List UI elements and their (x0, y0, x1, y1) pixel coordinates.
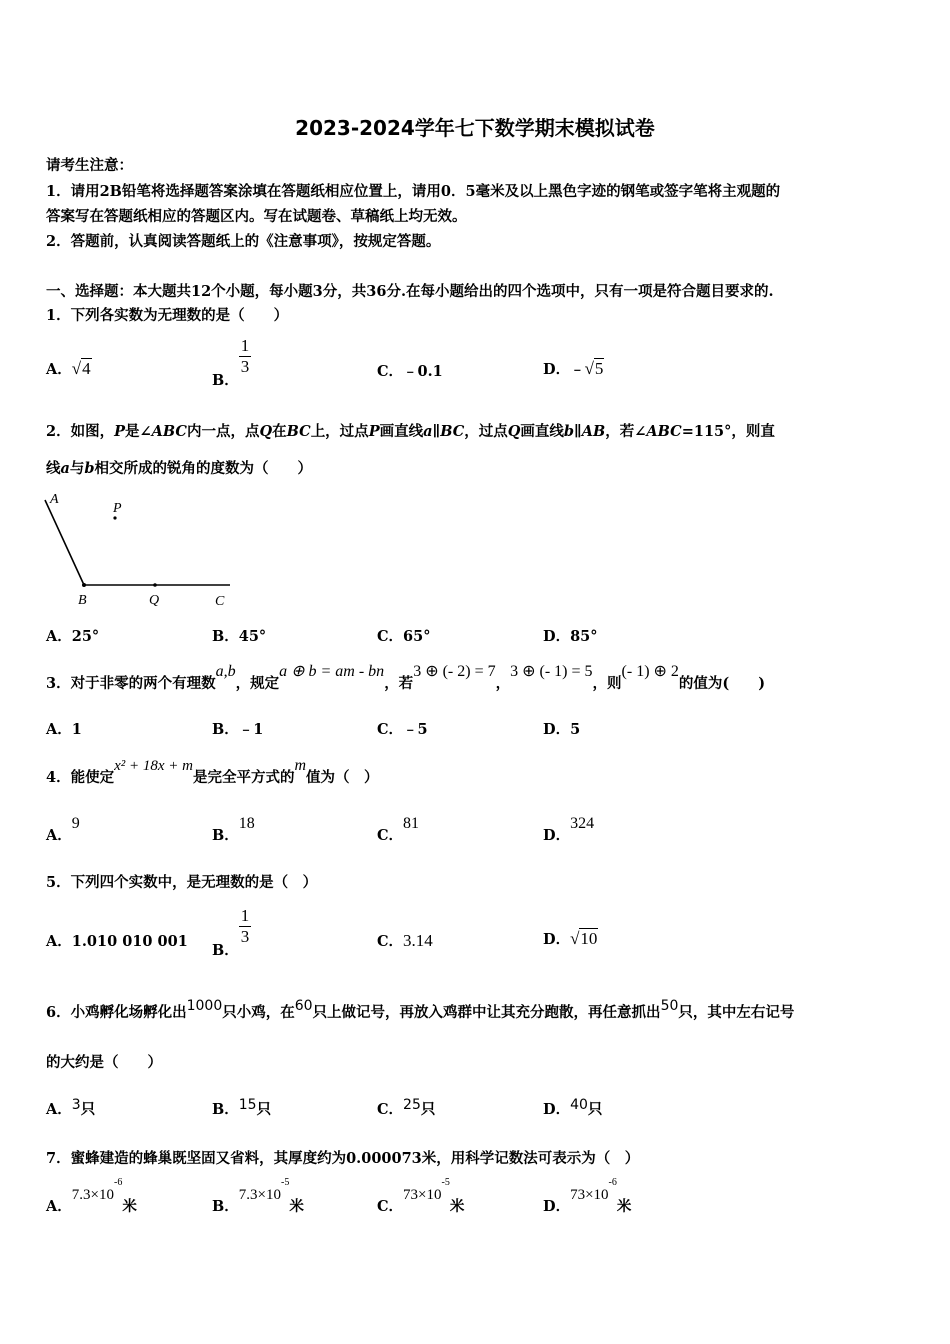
q6-option-b: B．15只 (212, 1097, 272, 1118)
label-q: Q (149, 593, 160, 608)
q3-option-a: A．1 (46, 721, 82, 738)
q6-num-60: 60 (294, 998, 313, 1014)
q2-option-a: A．25° (46, 628, 100, 645)
page-title: 2023-2024学年七下数学期末模拟试卷 (295, 116, 655, 140)
q2-option-d: D．85° (543, 628, 598, 645)
q4-stem: 4．能使定x² + 18x + m是完全平方式的m值为（ ） (46, 757, 379, 786)
notice-line-1b: 答案写在答题纸相应的答题区内。写在试题卷、草稿纸上均无效。 (46, 208, 467, 225)
q4-math-expr: x² + 18x + m (114, 758, 193, 774)
q3-math-def: a ⊕ b = am - bn (279, 663, 385, 680)
q5-b-fraction: $\frac{1}{3}$ (240, 906, 250, 946)
q2-option-c: C．65° (377, 628, 431, 645)
q2-stem-line-1: 2．如图，P是∠ABC内一点，点Q在BC上，过点P画直线a∥BC，过点Q画直线b∥AB，若∠ABC=115°，则直 (46, 423, 775, 440)
q6-option-c: C．25只 (377, 1097, 436, 1118)
q6-option-a: A．3只 (46, 1097, 96, 1118)
q3-math-ab: a,b (215, 663, 236, 680)
notice-line-1a: 1．请用2B铅笔将选择题答案涂填在答题纸相应位置上，请用0．5毫米及以上黑色字迹的钢笔或签字笔将主观题的 (46, 183, 781, 200)
q5-option-c: C．3.14 (377, 931, 433, 950)
segment-ab (45, 500, 84, 585)
q1-a-sqrt: √4 (71, 359, 91, 378)
q1-b-num: 1 (240, 336, 250, 355)
q3-option-b: B．﹣1 (212, 721, 264, 738)
q7-option-a: A．$7.3\times 10^{-6}$米 (46, 1177, 137, 1215)
label-c: C (215, 594, 225, 609)
q4-option-b: B．18 (212, 815, 255, 844)
q7-stem: 7．蜜蜂建造的蜂巢既坚固又省料，其厚度约为0.000073米，用科学记数法可表示为（ ） (46, 1150, 640, 1167)
q1-stem: 1．下列各实数为无理数的是（ ） (46, 307, 289, 324)
q3-option-d: D．5 (543, 721, 581, 738)
point-q (153, 583, 157, 587)
q1-c-value: ﹣0.1 (403, 363, 443, 380)
q1-d-neg: ﹣ (570, 361, 585, 378)
q5-option-d: D．√10 (543, 929, 598, 948)
q5-option-a: A．1.010 010 001 (46, 933, 188, 950)
q1-option-c (377, 360, 443, 381)
q4-option-d: D．324 (543, 815, 595, 844)
q1-a-radicand: 4 (82, 359, 91, 378)
q7-option-b: B．$7.3\times 10^{-5}$米 (212, 1177, 304, 1215)
q2-stem-line-2: 线a与b相交所成的锐角的度数为（ ） (46, 460, 313, 477)
point-p (113, 516, 116, 519)
section-header: 一、选择题：本大题共12个小题，每小题3分，共36分.在每小题给出的四个选项中，只有一项是符合题目要求的. (46, 283, 774, 300)
q4-option-c: C．81 (377, 815, 420, 844)
q2-option-b: B．45° (212, 628, 267, 645)
q1-option-a (46, 358, 92, 379)
q6-num-50: 50 (660, 998, 679, 1014)
q1-d-radicand: 5 (594, 359, 604, 378)
q5-stem: 5．下列四个实数中，是无理数的是（ ） (46, 874, 318, 891)
q1-b-label: B． (212, 371, 239, 389)
q5-option-b: B． $\frac{1}{3}$ (212, 906, 250, 959)
notice-heading: 请考生注意： (46, 157, 133, 174)
q3-math-target: (- 1) ⊕ 2 (621, 663, 679, 680)
q1-option-d (543, 358, 604, 379)
q1-option-b (212, 336, 251, 389)
q1-b-fraction (239, 336, 252, 377)
q3-stem: 3．对于非零的两个有理数a,b，规定a ⊕ b = am - bn，若3 ⊕ (- 2) = 7，3 ⊕ (- 1) = 5，则(- 1) ⊕ 2的值为( ) (46, 663, 766, 692)
q6-stem-line-2: 的大约是（ ） (46, 1054, 162, 1071)
q7-option-c: C．$73\times 10^{-5}$米 (377, 1177, 465, 1215)
q1-a-label: A． (46, 361, 72, 378)
q5-d-sqrt: √10 (570, 929, 598, 948)
q4-math-m: m (294, 757, 307, 774)
q1-c-label: C． (377, 363, 404, 380)
label-p: P (113, 501, 122, 516)
label-b: B (78, 593, 87, 608)
q6-option-d: D．40只 (543, 1097, 603, 1118)
q6-num-1000: 1000 (186, 998, 223, 1014)
q1-d-sqrt: √5 (584, 359, 604, 378)
q4-option-a: A．9 (46, 815, 80, 844)
q6-stem-line-1: 6．小鸡孵化场孵化出1000只小鸡，在60只上做记号，再放入鸡群中让其充分跑散，再任意抓出50只，其中左右记号 (46, 998, 795, 1021)
q1-d-label: D． (543, 361, 571, 378)
q1-b-den: 3 (240, 357, 250, 376)
q2-figure (40, 488, 240, 613)
notice-line-2: 2．答题前，认真阅读答题纸上的《注意事项》，按规定答题。 (46, 233, 441, 250)
label-a: A (50, 492, 59, 507)
point-b (82, 583, 86, 587)
q3-option-c: C．﹣5 (377, 721, 428, 738)
q3-math-cond1: 3 ⊕ (- 2) = 7 (413, 663, 496, 680)
q3-math-cond2: 3 ⊕ (- 1) = 5 (510, 663, 593, 680)
q7-option-d: D．$73\times 10^{-6}$米 (543, 1177, 632, 1215)
